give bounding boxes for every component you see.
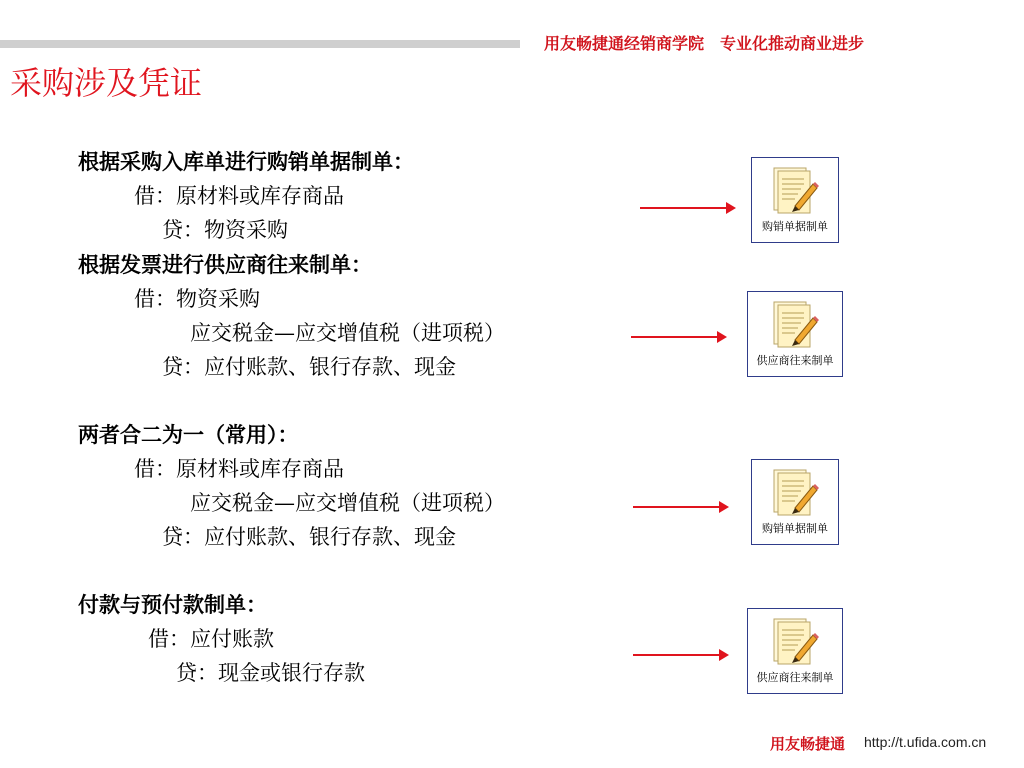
arrow-right-icon [640,207,734,209]
section-heading: 付款与预付款制单： [78,592,267,617]
entry-debit-extra: 应交税金—应交增值税（进项税） [190,321,505,345]
button-label: 购销单据制单 [762,220,828,233]
entry-credit: 贷：应付账款、银行存款、现金 [162,525,456,549]
page-title: 采购涉及凭证 [10,64,203,102]
header-slogan: 用友畅捷通经销商学院 专业化推动商业进步 [544,34,865,53]
entry-debit: 借：原材料或库存商品 [134,184,344,208]
document-edit-icon [771,300,819,350]
entry-credit: 贷：物资采购 [162,218,288,242]
button-label: 供应商往来制单 [756,671,834,684]
document-edit-icon [771,617,819,667]
section-heading: 两者合二为一（常用）： [78,422,299,447]
arrow-right-icon [633,506,727,508]
supplier-voucher-button[interactable] [747,608,843,694]
supplier-voucher-button[interactable] [747,291,843,377]
button-label: 供应商往来制单 [756,354,834,367]
entry-debit: 借：物资采购 [134,287,260,311]
button-label: 购销单据制单 [762,522,828,535]
entry-credit: 贷：应付账款、银行存款、现金 [162,355,456,379]
header-bar [0,40,520,48]
arrow-right-icon [633,654,727,656]
document-edit-icon [771,166,819,216]
purchase-sales-voucher-button[interactable] [751,459,839,545]
entry-debit: 借：应付账款 [148,627,274,651]
entry-debit-extra: 应交税金—应交增值税（进项税） [190,491,505,515]
section-heading: 根据发票进行供应商往来制单： [78,252,372,277]
purchase-sales-voucher-button[interactable] [751,157,839,243]
section-heading: 根据采购入库单进行购销单据制单： [78,149,414,174]
entry-credit: 贷：现金或银行存款 [176,661,365,685]
document-edit-icon [771,468,819,518]
footer-url[interactable]: http://t.ufida.com.cn [864,734,987,750]
arrow-right-icon [631,336,725,338]
footer-brand-logo: 用友畅捷通 [770,735,846,753]
entry-debit: 借：原材料或库存商品 [134,457,344,481]
